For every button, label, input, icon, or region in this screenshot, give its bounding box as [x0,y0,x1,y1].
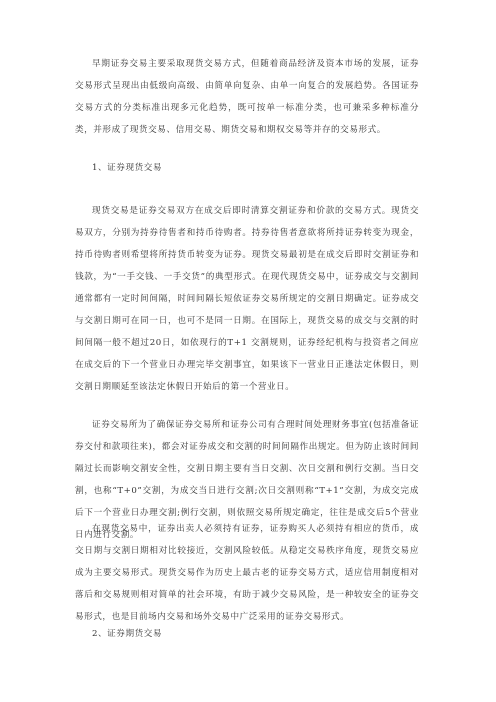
heading-spot-trading: 1、证券现货交易 [92,163,163,173]
paragraph-intro: 早期证券交易主要采取现货交易方式，但随着商品经济及资本市场的发展，证券交易形式呈现出由低级向高级、由简单向复杂、由单一向复合的发展趋势。各国证券交易方式的分类标准出现多元化趋势，既可按单一标准分类，也可兼采多种标准分类，并形成了现货交易、信用交易、期货交易和期权交易等并存的交易形式。 [75,59,419,135]
paragraph-spot-trading-safety: 在现货交易中，证券出卖人必须持有证券，证券购买人必须持有相应的货币，成交日期与交割日期相对比较接近，交割风险较低。从稳定交易秩序角度，现货交易应成为主要交易形式。现货交易作为历史上最古老的证券交易方式，适应信用制度相对落后和交易规则相对简单的社会环境，有助于减少交易风险，是一种较安全的证券交易形式，也是目前场内交易和场外交易中广泛采用的证券交易形式。 [75,524,419,622]
paragraph-spot-trading-definition: 现货交易是证券交易双方在成交后即时清算交割证券和价款的交易方式。现货交易双方，分别为持券待售者和持币待购者。持券待售者意欲将所持证券转变为现金，持币待购者则希望将所持货币转变为证券。现货交易最初是在成交后即时交割证券和钱款，为“一手交钱、一手交货”的典型形式。在现代现货交易中，证券成交与交割间通常都有一定时间间隔，时间间隔长短依证券交易所规定的交割日期确定。证券成交与交割日期可在同一日，也可不是同一日期。在国际上，现货交易的成交与交割的时间间隔一般不超过20日，如依现行的T+1 交割规则，证券经纪机构与投资者之间应在成交后的下一个营业日办理完毕交割事宜，如果该下一营业日正逢法定休假日，则交割日期顺延至该法定休假日开始后的第一个营业日。 [75,206,419,392]
paragraph-settlement-dates: 证券交易所为了确保证券交易所和证券公司有合理时间处理财务事宜(包括准备证券交付和款项往来)，都会对证券成交和交割的时间间隔作出规定。但为防止该时间间隔过长而影响交割安全性，交割日期主要有当日交割、次日交割和例行交割。当日交割，也称“T+0”交割，为成交当日进行交割;次日交割则称“T+1”交割，为成交完成后下一个营业日办理交割;例行交割，则依照交易所规定确定，往往是成交后5个营业日内进行交割。 [75,420,419,540]
heading-futures-trading: 2、证券期货交易 [92,629,163,639]
